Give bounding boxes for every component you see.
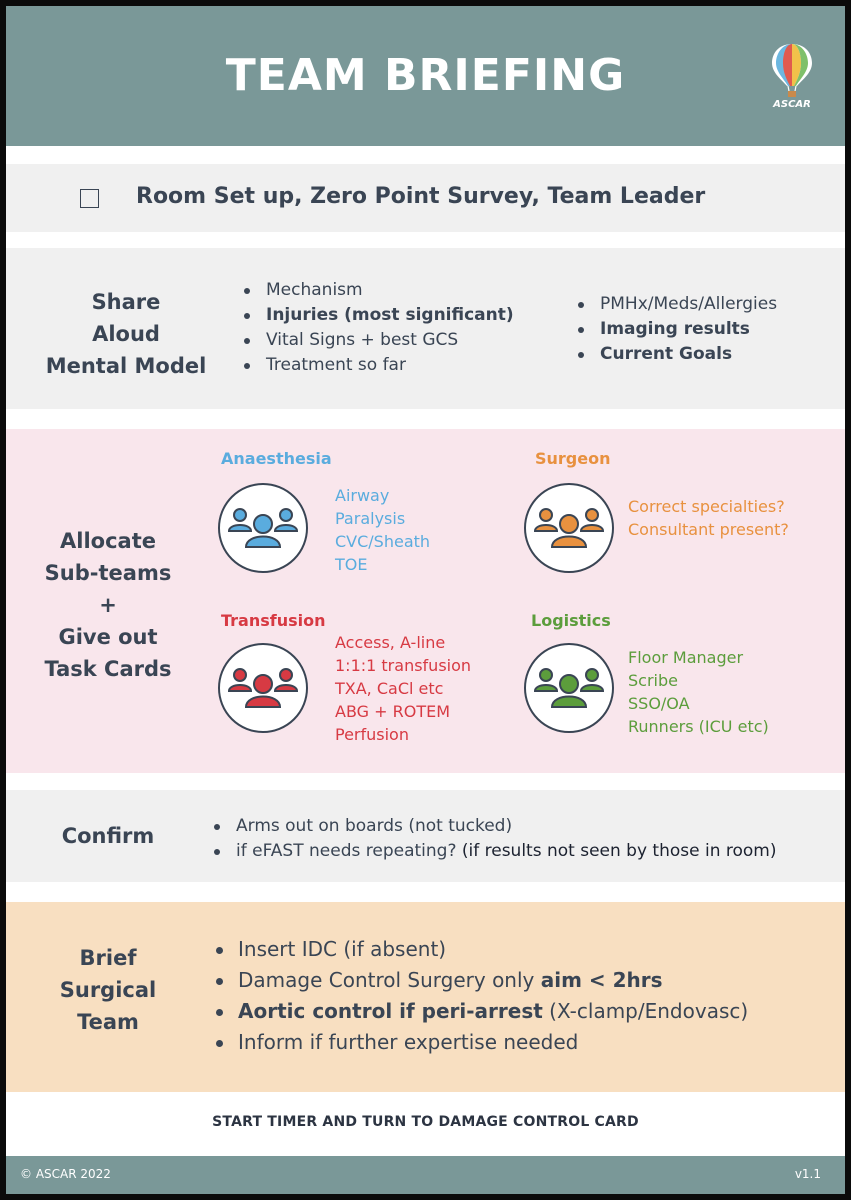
room-setup-text: Room Set up, Zero Point Survey, Team Leader <box>136 184 706 209</box>
list-item: Injuries (most significant) <box>242 303 514 328</box>
list-item <box>214 1027 748 1058</box>
share-section <box>6 248 845 409</box>
copyright-text: © ASCAR 2022 <box>20 1167 111 1181</box>
share-label-line: Mental Model <box>45 354 207 378</box>
brief-item-bold: Aortic control if peri-arrest <box>238 999 543 1023</box>
page-title: TEAM BRIEFING <box>225 50 626 101</box>
people-group-icon <box>526 645 612 731</box>
share-label-line: Share <box>91 290 161 314</box>
confirm-list <box>212 814 777 864</box>
list-item: 1:1:1 transfusion <box>335 656 472 675</box>
list-item <box>212 814 777 839</box>
confirm-item-extra: (if results not seen by those in room) <box>456 841 777 861</box>
allocate-label-line: Task Cards <box>44 657 172 681</box>
transfusion-list <box>335 631 471 746</box>
people-group-icon <box>526 485 612 571</box>
allocate-label-line: Allocate <box>60 529 156 553</box>
briefing-card <box>6 6 845 1194</box>
allocate-label-line: Give out <box>58 625 158 649</box>
list-item: Imaging results <box>576 317 777 342</box>
allocate-label-line: Sub-teams <box>44 561 172 585</box>
share-list-left <box>242 278 514 378</box>
logistics-team-icon <box>524 643 614 733</box>
surgeon-list <box>628 495 789 541</box>
surgeon-team-icon <box>524 483 614 573</box>
allocate-label-line: + <box>99 593 117 617</box>
list-item: PMHx/Meds/Allergies <box>576 292 777 317</box>
brief-label-line: Brief <box>79 946 137 970</box>
anaesthesia-team-icon <box>218 483 308 573</box>
people-group-icon <box>220 485 306 571</box>
transfusion-title: Transfusion <box>221 611 326 630</box>
list-item: Airway <box>335 486 390 505</box>
allocate-label <box>26 525 190 685</box>
confirm-label: Confirm <box>61 824 155 848</box>
brief-label-line: Team <box>77 1010 139 1034</box>
balloon-icon <box>768 42 816 98</box>
brief-item-text: Inform if further expertise needed <box>238 1030 579 1054</box>
list-item <box>212 839 777 864</box>
people-group-icon <box>220 645 306 731</box>
list-item: Mechanism <box>242 278 514 303</box>
list-item: Consultant present? <box>628 520 789 539</box>
list-item: Access, A-line <box>335 633 446 652</box>
share-label <box>26 286 226 382</box>
brief-item-text: Damage Control Surgery only <box>238 968 541 992</box>
confirm-item-text: if eFAST needs repeating? <box>236 841 457 861</box>
brief-label <box>26 942 190 1038</box>
logistics-list <box>628 646 769 738</box>
list-item: Treatment so far <box>242 353 514 378</box>
share-list-right <box>576 292 777 367</box>
confirm-item-text: Arms out on boards (not tucked) <box>236 816 513 836</box>
logistics-title: Logistics <box>531 611 611 630</box>
list-item: Current Goals <box>576 342 777 367</box>
list-item: Runners (ICU etc) <box>628 717 769 736</box>
footer-bar <box>6 1156 845 1194</box>
list-item: CVC/Sheath <box>335 532 431 551</box>
brief-list <box>214 934 748 1058</box>
brief-label-line: Surgical <box>59 978 157 1002</box>
brief-item-text: Insert IDC (if absent) <box>238 937 447 961</box>
list-item: Vital Signs + best GCS <box>242 328 514 353</box>
list-item: TXA, CaCl etc <box>335 679 444 698</box>
start-timer-instruction: START TIMER AND TURN TO DAMAGE CONTROL CARD <box>212 1114 639 1130</box>
list-item: TOE <box>335 555 368 574</box>
surgeon-title: Surgeon <box>535 449 611 468</box>
allocate-section <box>6 429 845 773</box>
share-label-line: Aloud <box>92 322 160 346</box>
brief-item-bold: aim < 2hrs <box>540 968 663 992</box>
ascar-logo <box>768 42 816 112</box>
confirm-section <box>6 790 845 882</box>
list-item: Scribe <box>628 671 678 690</box>
anaesthesia-list <box>335 484 430 576</box>
header-banner <box>6 6 845 146</box>
version-text: v1.1 <box>794 1167 821 1181</box>
room-setup-section <box>6 164 845 232</box>
list-item: ABG + ROTEM <box>335 702 451 721</box>
list-item <box>214 965 748 996</box>
brief-item-tail: (X-clamp/Endovasc) <box>542 999 749 1023</box>
room-setup-checkbox[interactable] <box>80 189 99 208</box>
anaesthesia-title: Anaesthesia <box>221 449 332 468</box>
list-item: Paralysis <box>335 509 406 528</box>
list-item: Correct specialties? <box>628 497 785 516</box>
list-item: Floor Manager <box>628 648 744 667</box>
transfusion-team-icon <box>218 643 308 733</box>
list-item: Perfusion <box>335 725 409 744</box>
list-item: SSO/OA <box>628 694 690 713</box>
logo-text: ASCAR <box>773 99 811 110</box>
list-item <box>214 996 748 1027</box>
list-item <box>214 934 748 965</box>
brief-section <box>6 902 845 1092</box>
